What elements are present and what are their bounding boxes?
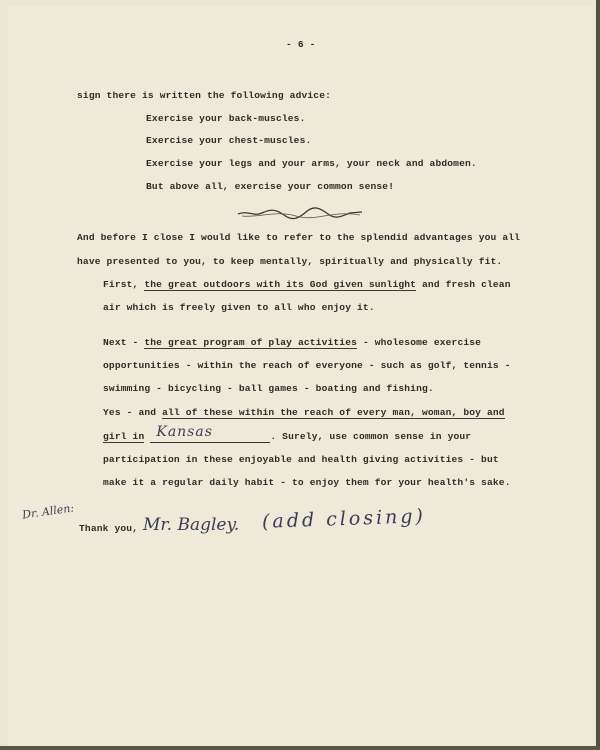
paragraph-line: opportunities - within the reach of everyone - such as golf, tennis - [103,360,511,371]
next-line [103,337,481,348]
handwritten-note: (add closing) [261,505,427,533]
handwritten-blank [150,424,270,443]
advice-line: Exercise your back-muscles. [146,113,306,124]
first-line [103,279,511,290]
next-rest: - wholesome exercise [357,337,482,348]
yes-line-2 [103,424,472,443]
advice-line: Exercise your chest-muscles. [146,135,312,146]
page-number: - 6 - [286,39,316,50]
paragraph-line: air which is freely given to all who enjoy it. [103,302,375,313]
thank-you-text: Thank you, [79,523,139,534]
handwritten-name: Mr. Bagley. [143,515,240,535]
paragraph-line: make it a regular daily habit - to enjoy them for your health's sake. [103,477,511,488]
first-rest: and fresh clean [416,279,511,290]
next-lead: Next - [103,337,145,348]
handwritten-speaker: Dr. Allen: [21,501,75,522]
yes-rest: . Surely, use common sense in your [270,431,472,442]
section-divider-squiggle [236,204,366,224]
underlined-phrase: the great program of play activities [144,337,358,348]
first-lead: First, [103,279,145,290]
paragraph-line: have presented to you, to keep mentally, spiritually and physically fit. [77,256,503,267]
yes-lead: Yes - and [103,407,163,418]
underlined-phrase: the great outdoors with its God given sunlight [144,279,417,290]
paragraph-line: And before I close I would like to refer to the splendid advantages you all [77,232,521,243]
paragraph-line: swimming - bicycling - ball games - boating and fishing. [103,383,434,394]
underlined-phrase: girl in [103,431,145,442]
paragraph-line: participation in these enjoyable and health giving activities - but [103,454,499,465]
underlined-phrase: all of these within the reach of every man, woman, boy and [162,407,505,418]
advice-line: But above all, exercise your common sense! [146,181,395,192]
handwritten-state: Kansas [156,424,213,440]
yes-line [103,407,505,418]
advice-line: Exercise your legs and your arms, your neck and abdomen. [146,158,477,169]
intro-line: sign there is written the following advice: [77,90,332,101]
